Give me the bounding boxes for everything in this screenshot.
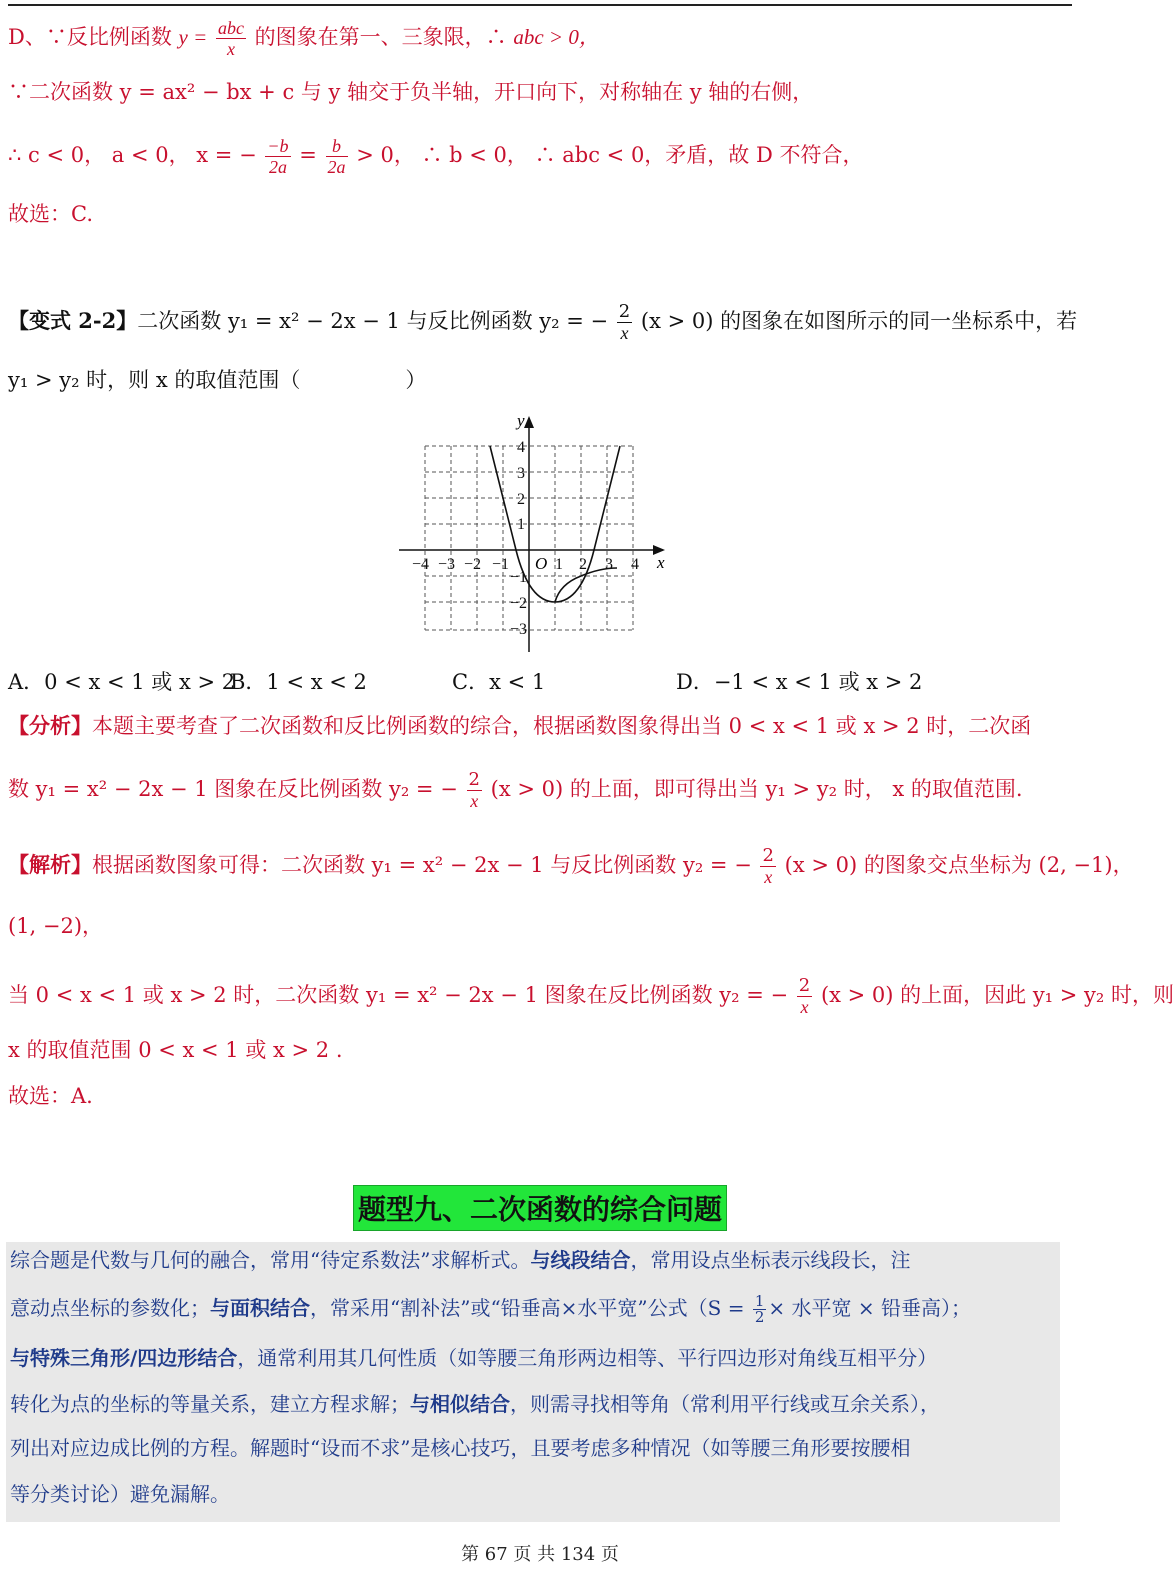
tick-label: −4 [412,556,430,573]
tick-label: 2 [579,556,587,573]
analysis-line-2 [8,770,1060,811]
fraction: $\frac{-b}{2a}$ [267,136,289,177]
section-heading: 题型九、二次函数的综合问题 [353,1185,727,1231]
jiexi-line-1 [8,845,1134,887]
y-axis-label: y [517,411,525,430]
text: ，则需寻找相等角（常利用平行线或互余关系）， [510,1392,940,1416]
option-d: D．−1 < x < 1 或 x > 2 [676,670,923,694]
text: ，常采用“割补法”或“铅垂高×水平宽”公式（S = [310,1296,745,1320]
analysis-tag: 【分析】 [8,713,92,738]
text: (x > 0) 的图象交点坐标为 (2, −1)， [784,853,1134,877]
section-heading-wrap [0,1185,1080,1231]
keyword: 与特殊三角形/四边形结合 [10,1346,238,1370]
tick-label: −2 [510,595,528,612]
text: 根据函数图象可得：二次函数 y₁ = x² − 2x − 1 与反比例函数 y₂ = − [92,853,752,877]
page-footer: 第 67 页 共 134 页 [461,1544,619,1565]
jiexi-line-2: (1, −2)， [8,914,104,938]
jiexi-line-4: x 的取值范围 0 < x < 1 或 x > 2 . [8,1038,343,1062]
text: ∴ c < 0， a < 0， x = − [8,143,257,167]
keyword: 与线段结合 [530,1248,631,1272]
problem-tag: 【变式 2-2】 [8,308,138,333]
summary-line-3 [10,1344,937,1372]
top-rule [8,4,1072,6]
tick-label: 4 [517,439,525,456]
x-axis-label: x [657,553,665,572]
text: D、∵反比例函数 [8,25,172,49]
text: ，常用设点坐标表示线段长，注 [630,1248,911,1272]
fraction: $\frac{1}{2}$ [754,1292,765,1326]
text: = [299,143,317,167]
option-b: B．1 < x < 2 [230,670,367,694]
solution-d-line-1: D、∵反比例函数 y = $\frac{\text{abc}}{x}$ 的图象在第一、三象限，∴ abc > 0， [8,18,600,59]
problem-line-1 [8,301,1078,343]
text: abc > 0， [513,25,600,49]
jiexi-answer: 故选：A. [8,1084,93,1108]
analysis-line-1 [8,712,1060,740]
solution-d-line-2: ∵二次函数 y = ax² − bx + c 与 y 轴交于负半轴，开口向下，对称轴在 y 轴的右侧， [8,80,814,104]
function-graph [395,408,685,658]
text: (x > 0) 的上面，因此 y₁ > y₂ 时，则 [820,983,1174,1007]
summary-line-4 [10,1390,940,1418]
fraction: $\frac{2}{x}$ [798,975,811,1017]
summary-line-5: 列出对应边成比例的方程。解题时“设而不求”是核心技巧，且要考虑多种情况（如等腰三角形要按腰相 [10,1436,911,1460]
jiexi-tag: 【解析】 [8,852,92,877]
tick-label: −1 [492,556,510,573]
summary-line-6: 等分类讨论）避免漏解。 [10,1482,230,1506]
text: × 水平宽 × 铅垂高）； [768,1296,971,1320]
text: 的图象在第一、三象限，∴ [254,25,507,49]
fraction: $\frac{2}{x}$ [468,769,480,811]
text: 转化为点的坐标的等量关系，建立方程求解； [10,1392,410,1416]
tick-label: 1 [517,516,525,533]
keyword: 与面积结合 [210,1296,310,1320]
tick-label: 3 [605,556,613,573]
tick-label: −3 [438,556,456,573]
text: 数 y₁ = x² − 2x − 1 图象在反比例函数 y₂ = − [8,777,458,801]
text: (x > 0) 的上面，即可得出当 y₁ > y₂ 时， x 的取值范围. [490,777,1023,801]
fraction: $\frac{2}{x}$ [762,845,774,887]
keyword: 与相似结合 [410,1392,510,1416]
tick-label: −3 [510,621,528,638]
text: 当 0 < x < 1 或 x > 2 时，二次函数 y₁ = x² − 2x − 1 图象在反比例函数 y₂ = − [8,983,789,1007]
tick-label: 4 [631,556,639,573]
tick-label: 3 [517,465,525,482]
text: 二次函数 y₁ = x² − 2x − 1 与反比例函数 y₂ = − [137,309,609,333]
fraction: $\frac{2}{x}$ [618,301,631,343]
text: 意动点坐标的参数化； [10,1296,210,1320]
tick-label: 2 [517,491,525,508]
summary-line-1 [10,1246,910,1274]
fraction: $\frac{\text{abc}}{x}$ [217,18,244,59]
option-a: A．0 < x < 1 或 x > 2 [8,670,236,694]
origin-label: O [535,554,548,573]
tick-label: 1 [555,556,563,573]
option-c: C．x < 1 [452,670,546,694]
text: (x > 0) 的图象在如图所示的同一坐标系中，若 [640,309,1078,333]
summary-line-2 [10,1294,971,1325]
solution-d-line-3 [8,136,1060,177]
problem-line-2: y₁ > y₂ 时，则 x 的取值范围（ ） [8,368,427,392]
solution-d-answer: 故选：C. [8,202,93,226]
y-axis-arrow-icon [524,416,534,428]
text: > 0， ∴ b < 0， ∴ abc < 0，矛盾，故 D 不符合， [356,143,864,167]
jiexi-line-3 [8,975,1174,1017]
tick-label: −1 [510,569,528,586]
text: 本题主要考查了二次函数和反比例函数的综合，根据函数图象得出当 0 < x < 1 或 x > 2 时，二次函 [92,714,1032,738]
fraction: $\frac{b}{2a}$ [327,136,346,177]
tick-labels [412,439,639,638]
text: 综合题是代数与几何的融合，常用“待定系数法”求解析式。 [10,1248,531,1272]
text: ，通常利用其几何性质（如等腰三角形两边相等、平行四边形对角线互相平分） [237,1346,938,1370]
tick-label: −2 [464,556,482,573]
summary-box [6,1242,1060,1522]
